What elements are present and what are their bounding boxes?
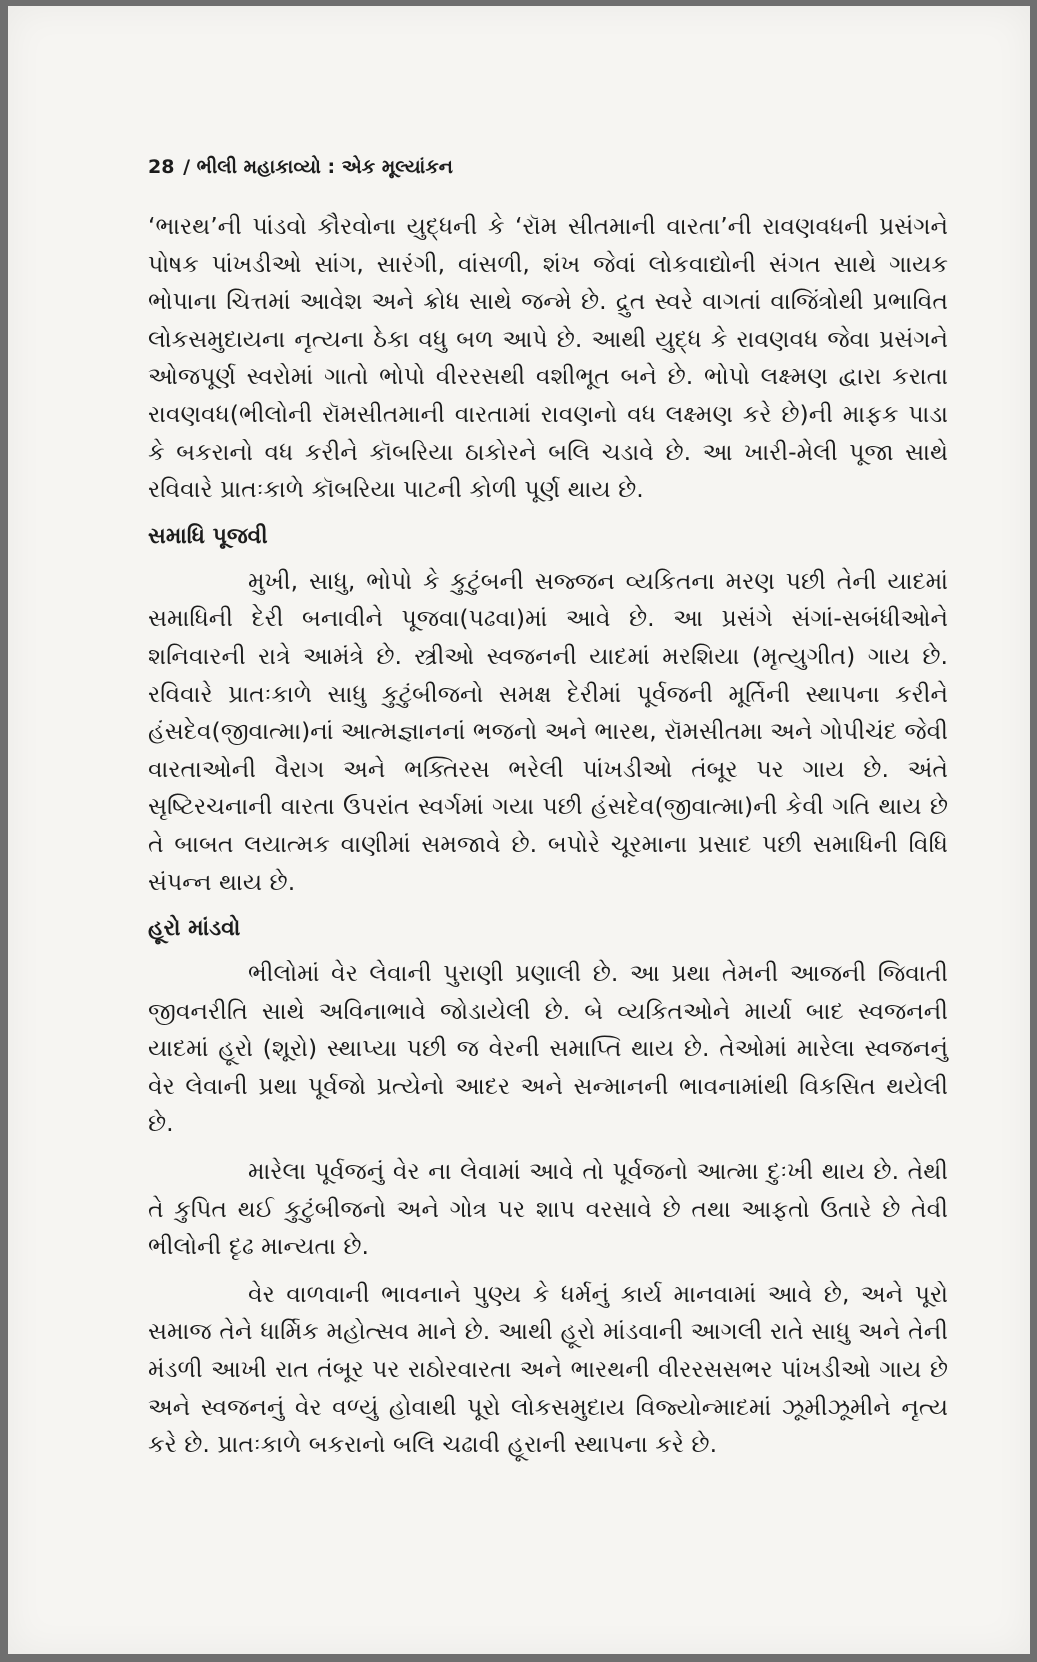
- section-heading-huro: હૂરો માંડવો: [148, 916, 241, 942]
- paragraph-huro-belief: મારેલા પૂર્વજનું વેર ના લેવામાં આવે તો પૂર્વજનો આત્મા દુઃખી થાય છે. તેથી તે કુપિત થઈ કુટુંબીજનો અને ગોત્ર પર શાપ વરસાવે છે તથા આફતો ઉતારે છે તેવી ભીલોની દૃઢ માન્યતા છે.: [148, 1157, 948, 1261]
- paragraph-ravanvadh-continuation: ‘ભારથ’ની પાંડવો કૌરવોના યુદ્ધની કે ‘રૉમ સીતમાની વારતા’ની રાવણવધની પ્રસંગને પોષક પાંખડીઓ સાંગ, સારંગી, વાંસળી, શંખ જેવાં લોકવાદ્યોની સંગત સાથે ગાયક ભોપાના ચિત્તમાં આવેશ અને ક્રોધ સાથે જન્મે છે. દ્રુત સ્વરે વાગતાં વાજિંત્રોથી પ્રભાવિત લોકસમુદાયના નૃત્યના ઠેકા વધુ બળ આપે છે. આથી યુદ્ધ કે રાવણવધ જેવા પ્રસંગને ઓજપૂર્ણ સ્વરોમાં ગાતો ભોપો વીરરસથી વશીભૂત બને છે. ભોપો લક્ષ્મણ દ્વારા કરાતા રાવણવધ(ભીલોની રૉમસીતમાની વારતામાં રાવણનો વધ લક્ષ્મણ કરે છે)ની માફક પાડા કે બકરાનો વધ કરીને કૉબરિયા ઠાકોરને બલિ ચડાવે છે. આ ખારી-મેલી પૂજા સાથે રવિવારે પ્રાતઃકાળે કૉબરિયા પાટની કોળી પૂર્ણ થાય છે.: [148, 212, 948, 504]
- running-head: [148, 156, 948, 178]
- page-content: [148, 156, 948, 1464]
- paragraph-huro-intro: ભીલોમાં વેર લેવાની પુરાણી પ્રણાલી છે. આ પ્રથા તેમની આજની જિવાતી જીવનરીતિ સાથે અવિનાભાવે જોડાયેલી છે. બે વ્યકિતઓને માર્યા બાદ સ્વજનની યાદમાં હૂરો (શૂરો) સ્થાપ્યા પછી જ વેરની સમાપ્તિ થાય છે. તેઓમાં મારેલા સ્વજનનું વેર લેવાની પ્રથા પૂર્વજો પ્રત્યેનો આદર અને સન્માનની ભાવનામાંથી વિકસિત થયેલી છે.: [148, 959, 948, 1138]
- page-number: 28: [148, 156, 175, 178]
- book-page: [8, 6, 1030, 1654]
- header-separator: /: [176, 156, 197, 178]
- paragraph-huro-festival: વેર વાળવાની ભાવનાને પુણ્ય કે ધર્મનું કાર્ય માનવામાં આવે છે, અને પૂરો સમાજ તેને ધાર્મિક મહોત્સવ માને છે. આથી હૂરો માંડવાની આગલી રાતે સાધુ અને તેની મંડળી આખી રાત તંબૂર પર રાઠોરવારતા અને ભારથની વીરરસસભર પાંખડીઓ ગાય છે અને સ્વજનનું વેર વળ્યું હોવાથી પૂરો લોકસમુદાય વિજ્યોન્માદમાં ઝૂમીઝૂમીને નૃત્ય કરે છે. પ્રાતઃકાળે બકરાનો બલિ ચઢાવી હૂરાની સ્થાપના કરે છે.: [148, 1279, 948, 1459]
- book-title: ભીલી મહાકાવ્યો : એક મૂલ્યાંકન: [196, 156, 453, 178]
- paragraph-samadhi: મુખી, સાધુ, ભોપો કે કુટુંબની સજ્જન વ્યકિતના મરણ પછી તેની યાદમાં સમાધિની દેરી બનાવીને પૂજવા(પઢવા)માં આવે છે. આ પ્રસંગે સંગાં-સબંધીઓને શનિવારની રાત્રે આમંત્રે છે. સ્ત્રીઓ સ્વજનની યાદમાં મરશિયા (મૃત્યુગીત) ગાય છે. રવિવારે પ્રાતઃકાળે સાધુ કુટુંબીજનો સમક્ષ દેરીમાં પૂર્વજની મૂર્તિની સ્થાપના કરીને હંસદેવ(જીવાત્મા)નાં આત્મજ્ઞાનનાં ભજનો અને ભારથ, રૉમસીતમા અને ગોપીચંદ જેવી વારતાઓની વૈરાગ અને ભક્તિરસ ભરેલી પાંખડીઓ તંબૂર પર ગાય છે. અંતે સૃષ્ટિરચનાની વારતા ઉપરાંત સ્વર્ગમાં ગયા પછી હંસદેવ(જીવાત્મા)ની કેવી ગતિ થાય છે તે બાબત લયાત્મક વાણીમાં સમજાવે છે. બપોરે ચૂરમાના પ્રસાદ પછી સમાધિની વિધિ સંપન્ન થાય છે.: [148, 566, 948, 896]
- section-heading-samadhi: સમાધિ પૂજવી: [148, 523, 268, 549]
